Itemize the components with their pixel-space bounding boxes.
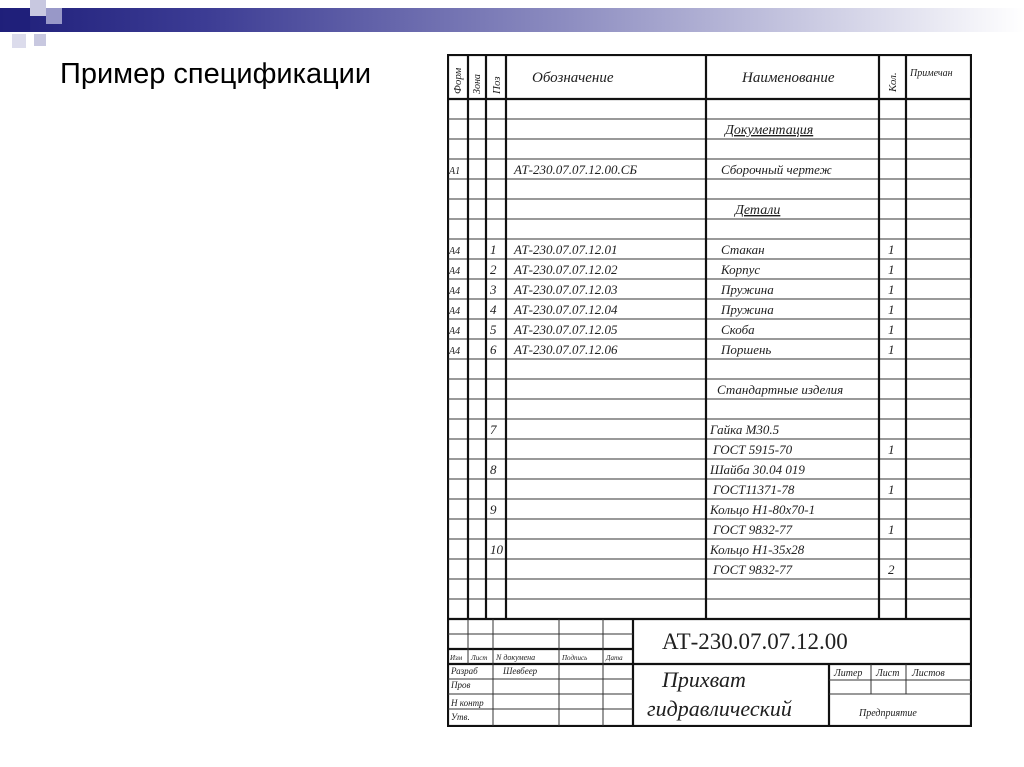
decor-square-1	[10, 10, 30, 30]
col-label-change: Изм	[450, 654, 463, 662]
col-label-signature: Подпись	[562, 654, 588, 662]
header-qty: Кол.	[887, 72, 899, 92]
product-name-line1: Прихват	[662, 667, 746, 692]
cell-name: Поршень	[721, 342, 772, 357]
header-zone: Зона	[472, 74, 483, 94]
cell-name: Стакан	[721, 242, 765, 257]
cell-name: Детали	[735, 203, 781, 218]
specification-sheet	[447, 54, 972, 727]
cell-name: Стандартные изделия	[717, 382, 844, 397]
col-label-sheet: Лист	[471, 654, 488, 662]
slide-title: Пример спецификации	[60, 58, 372, 90]
cell-name: Шайба 30.04 019	[710, 462, 805, 477]
cell-name: Кольцо Н1-80х70-1	[710, 502, 816, 517]
product-name-line2: гидравлический	[647, 696, 792, 721]
cell-pos: 9	[490, 502, 497, 517]
doc-number: АТ-230.07.07.12.00	[662, 629, 848, 654]
cell-qty: 1	[888, 522, 895, 537]
cell-name: ГОСТ 5915-70	[713, 442, 793, 457]
cell-format: А4	[449, 346, 461, 357]
header-name: Наименование	[742, 70, 835, 86]
decor-square-2	[30, 0, 46, 16]
cell-name: Кольцо Н1-35х28	[710, 542, 805, 557]
cell-format: А4	[449, 326, 461, 337]
cell-name: Гайка М30.5	[710, 422, 780, 437]
cell-designation: АТ-230.07.07.12.03	[514, 282, 618, 297]
cell-name: ГОСТ 9832-77	[713, 562, 793, 577]
header-pos: Поз	[491, 76, 503, 94]
label-norm-control: Н контр	[451, 698, 484, 708]
decor-square-3	[46, 8, 62, 24]
cell-format: А4	[449, 286, 461, 297]
spec-row	[723, 123, 813, 138]
cell-qty: 1	[888, 482, 895, 497]
cell-pos: 10	[490, 542, 503, 557]
cell-format: А4	[449, 266, 461, 277]
cell-designation: АТ-230.07.07.12.01	[514, 242, 618, 257]
cell-pos: 8	[490, 462, 497, 477]
label-enterprise: Предприятие	[859, 708, 917, 719]
cell-qty: 1	[888, 282, 895, 297]
header-note: Примечан	[910, 68, 953, 79]
cell-pos: 3	[490, 282, 497, 297]
cell-name: Корпус	[721, 262, 761, 277]
cell-pos: 2	[490, 262, 497, 277]
cell-designation: АТ-230.07.07.12.04	[514, 302, 618, 317]
label-sheet: Лист	[876, 668, 900, 679]
cell-pos: 5	[490, 322, 497, 337]
cell-name: Скоба	[721, 322, 755, 337]
cell-pos: 7	[490, 422, 497, 437]
cell-designation: АТ-230.07.07.12.06	[514, 342, 618, 357]
cell-designation: АТ-230.07.07.12.05	[514, 322, 618, 337]
col-label-doc-no: N докумена	[496, 653, 536, 662]
cell-pos: 6	[490, 342, 497, 357]
cell-name: Пружина	[721, 302, 774, 317]
decor-square-4	[34, 34, 46, 46]
cell-format: А4	[449, 246, 461, 257]
cell-name: ГОСТ11371-78	[713, 482, 795, 497]
cell-name: Документация	[725, 123, 814, 138]
label-checked: Пров	[451, 680, 471, 690]
cell-qty: 1	[888, 302, 895, 317]
label-litera: Литер	[834, 668, 863, 679]
spec-row	[733, 203, 780, 218]
cell-qty: 1	[888, 342, 895, 357]
cell-qty: 1	[888, 322, 895, 337]
developer-name: Шевбеер	[503, 666, 538, 676]
label-approved: Утв.	[451, 712, 470, 722]
cell-format: А4	[449, 306, 461, 317]
cell-name: Сборочный чертеж	[721, 162, 832, 177]
spec-row	[717, 382, 843, 397]
cell-qty: 1	[888, 242, 895, 257]
cell-qty: 2	[888, 562, 895, 577]
cell-pos: 1	[490, 242, 497, 257]
slide-header-bar	[0, 8, 1024, 32]
cell-name: Пружина	[721, 282, 774, 297]
decor-square-5	[12, 34, 26, 48]
cell-designation: АТ-230.07.07.12.02	[514, 262, 618, 277]
cell-designation: АТ-230.07.07.12.00.СБ	[514, 162, 638, 177]
cell-qty: 1	[888, 442, 895, 457]
cell-pos: 4	[490, 302, 497, 317]
label-sheets: Листов	[912, 668, 945, 679]
cell-qty: 1	[888, 262, 895, 277]
col-label-date: Дата	[606, 654, 623, 662]
cell-name: ГОСТ 9832-77	[713, 522, 793, 537]
header-designation: Обозначение	[532, 70, 614, 86]
header-format: Форм	[452, 67, 464, 94]
cell-format: А1	[449, 166, 461, 177]
label-developed: Разраб	[451, 666, 478, 676]
